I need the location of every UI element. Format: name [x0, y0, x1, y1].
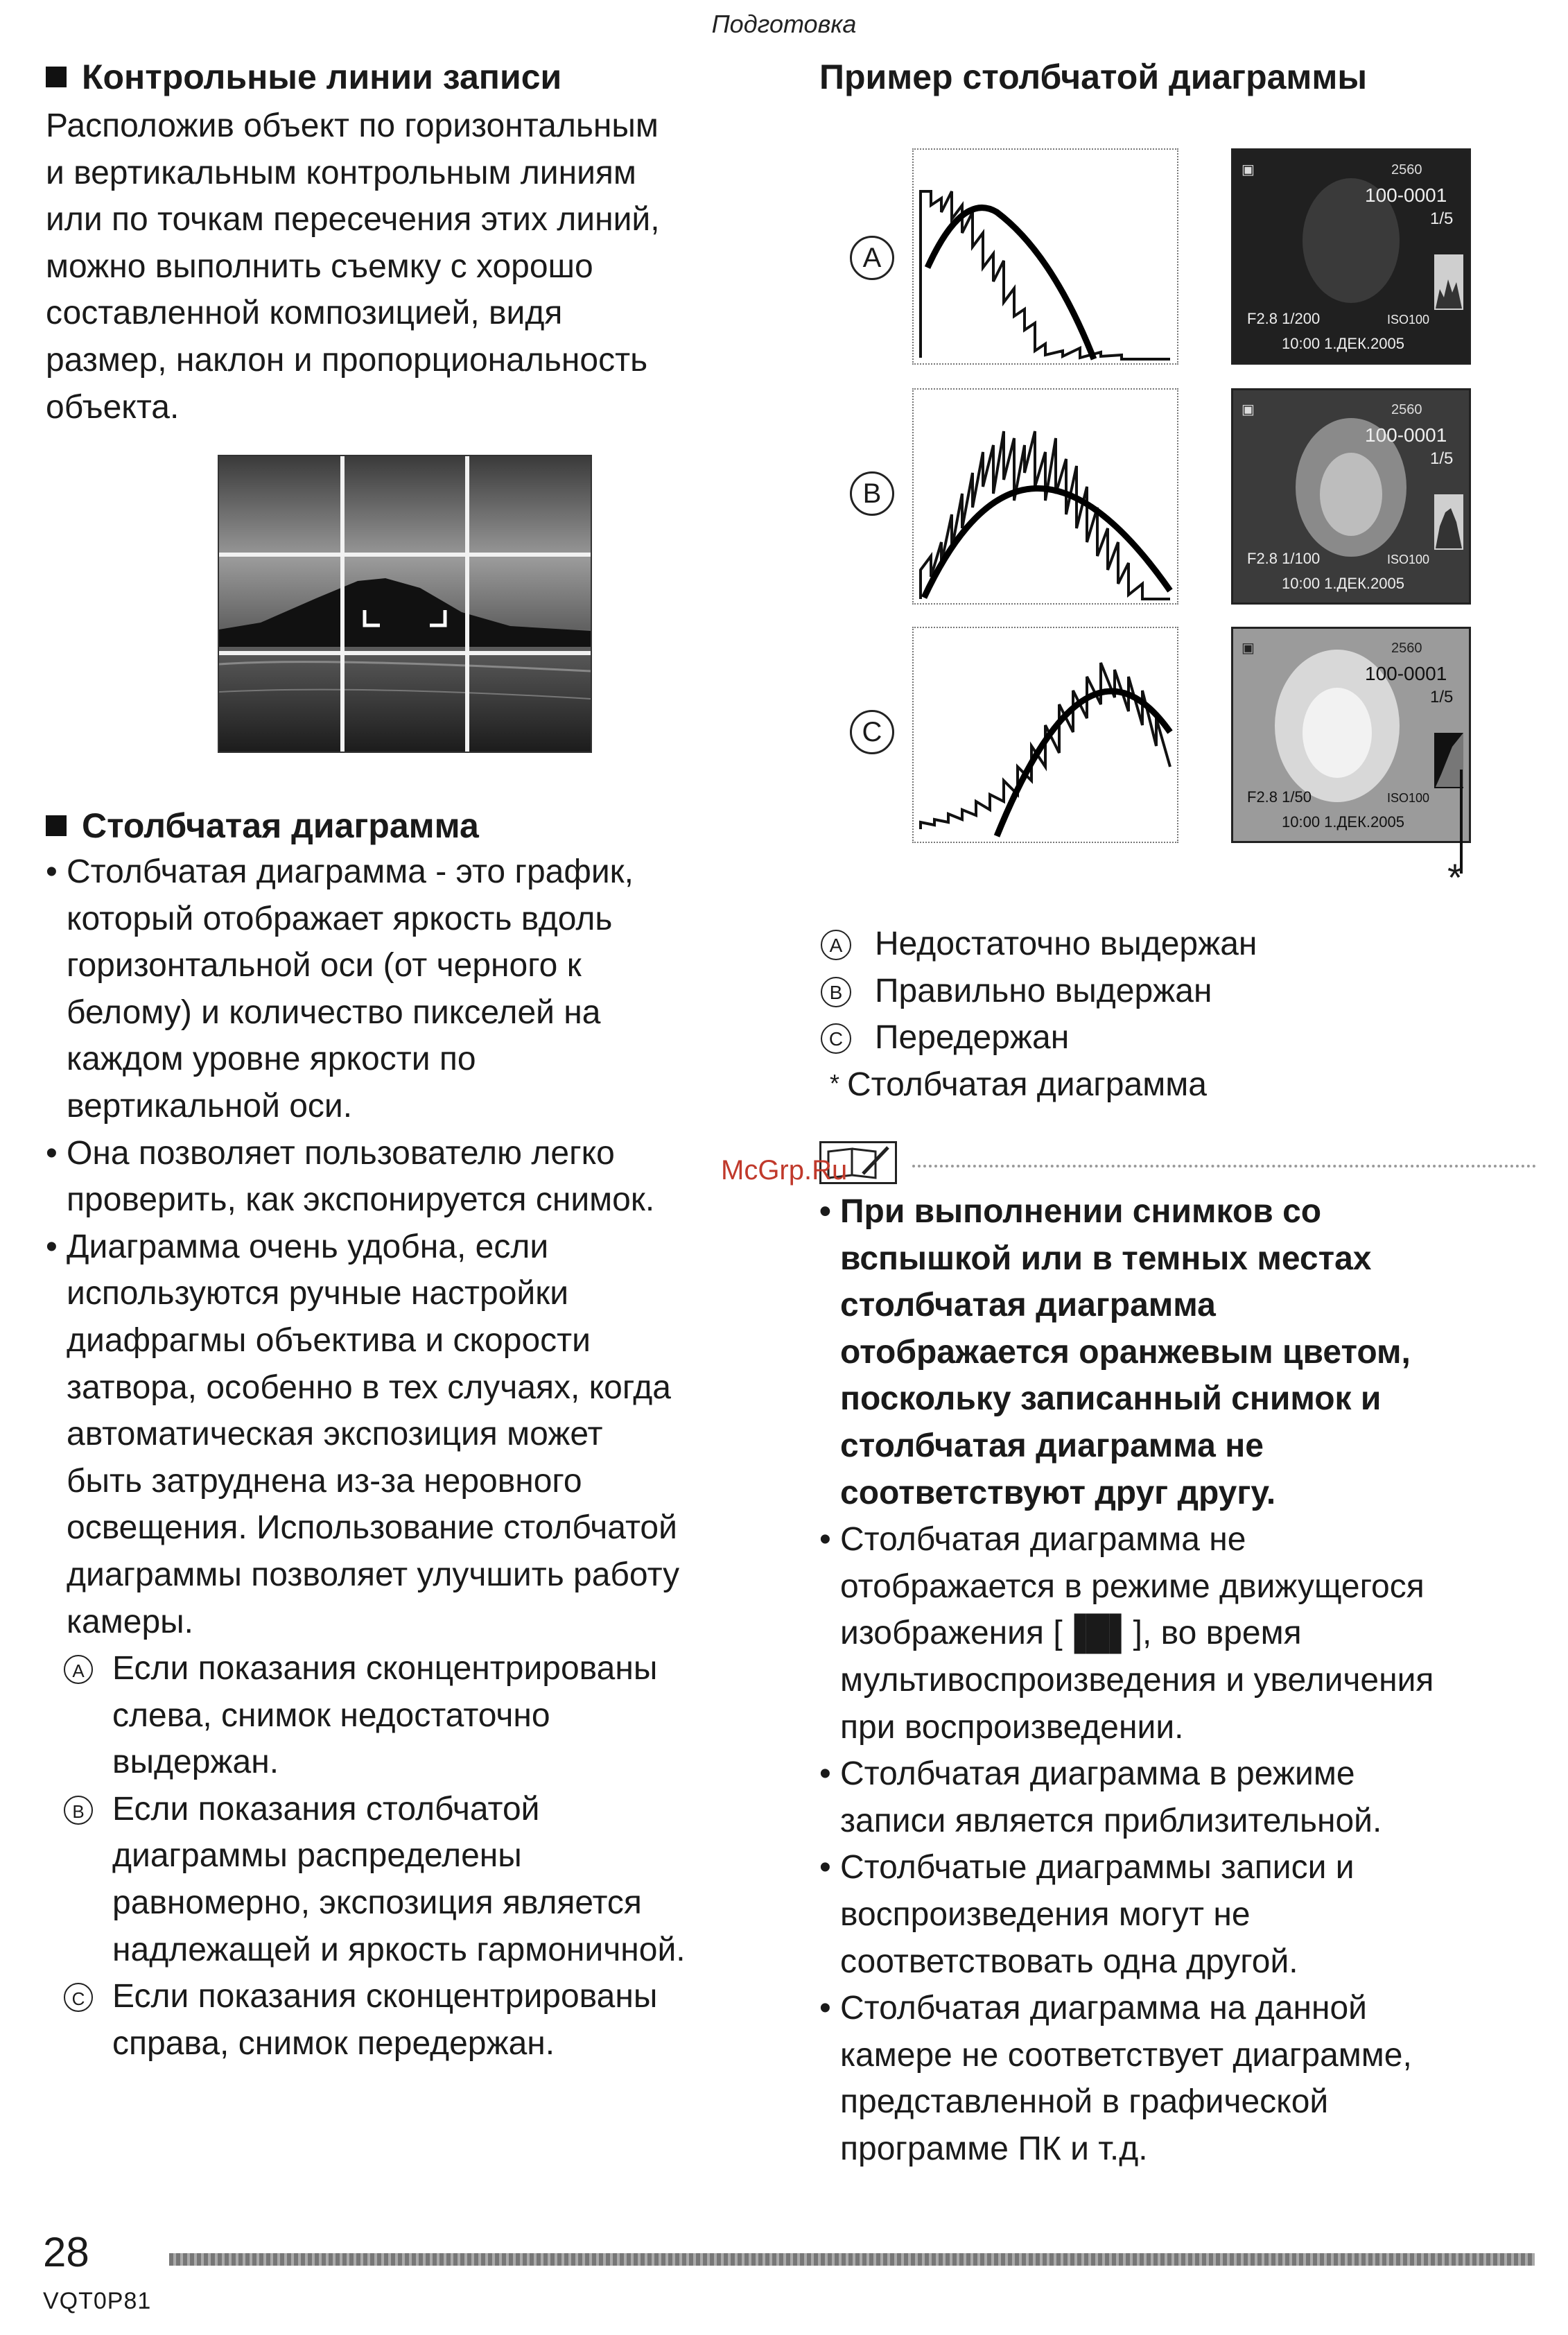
legend-text: Правильно выдержан [875, 972, 1212, 1009]
list-item-line: • Она позволяет пользователю легко [67, 1134, 615, 1172]
note-line: соответствуют друг другу. [840, 1474, 1276, 1511]
exposure-case-line: равномерно, экспозиция является [112, 1884, 642, 1922]
histogram-overexposed [912, 627, 1178, 843]
list-item-line: проверить, как экспонируется снимок. [67, 1181, 655, 1219]
note-line: соответствовать одна другой. [840, 1943, 1298, 1980]
note-line: • Столбчатая диаграмма не [840, 1521, 1246, 1559]
list-item-line: каждом уровне яркости по [67, 1041, 476, 1078]
histogram-description-list [46, 849, 767, 2067]
exposure-case-item [46, 1973, 767, 2067]
svg-text:▣: ▣ [1242, 641, 1255, 656]
note-item [819, 1751, 1554, 1844]
list-item-line: используются ручные настройки [67, 1275, 569, 1312]
legend-marker-icon: * [829, 1068, 839, 1097]
list-item-line: который отображает яркость вдоль [67, 900, 613, 937]
note-line: • Столбчатая диаграмма на данной [840, 1990, 1367, 2027]
legend-marker-icon: C [821, 1023, 851, 1054]
flash-warning-note [819, 1188, 1554, 1516]
asterisk-marker: * [1447, 856, 1463, 899]
exposure-case-line: Если показания сконцентрированы [112, 1650, 658, 1687]
page-header: Подготовка [711, 10, 857, 38]
note-line: программе ПК и т.д. [840, 2130, 1148, 2167]
list-item [46, 1224, 767, 1645]
watermark: McGrp.Ru [721, 1155, 848, 1186]
guide-lines-paragraph [46, 103, 660, 431]
list-item-line: вертикальной оси. [67, 1087, 353, 1125]
histogram-notes-list [819, 1188, 1554, 2172]
guide-lines-heading: Контрольные линии записи [46, 55, 561, 98]
histogram-heading: Столбчатая диаграмма [46, 804, 479, 847]
guide-paragraph-line: можно выполнить съемку с хорошо [46, 248, 593, 285]
document-code: VQT0P81 [43, 2288, 152, 2314]
guide-paragraph-line: составленной композицией, видя [46, 295, 563, 332]
svg-text:2560: 2560 [1391, 402, 1422, 417]
note-line: отображается оранжевым цветом, [840, 1333, 1411, 1371]
histogram-example-heading: Пример столбчатой диаграммы [819, 58, 1368, 96]
note-line: вспышкой или в темных местах [840, 1240, 1372, 1277]
note-line: камере не соответствует диаграмме, [840, 2036, 1412, 2074]
exposure-case-line: слева, снимок недостаточно [112, 1696, 550, 1734]
square-bullet-icon [46, 67, 67, 87]
note-line: поскольку записанный снимок и [840, 1380, 1382, 1418]
svg-text:ISO100: ISO100 [1387, 553, 1430, 566]
exposure-case-line: выдержан. [112, 1744, 279, 1781]
note-divider [912, 1165, 1536, 1168]
note-line: при воспроизведении. [840, 1708, 1184, 1746]
svg-text:2560: 2560 [1391, 641, 1422, 656]
circled-letter-icon: A [64, 1655, 93, 1684]
note-line: мультивоспроизведения и увеличения [840, 1661, 1434, 1699]
exposure-case-line: Если показания столбчатой [112, 1790, 540, 1828]
note-line: отображается в режиме движущегося [840, 1568, 1425, 1605]
circled-letter-icon: C [64, 1983, 93, 2012]
note-line: • При выполнении снимков со [840, 1193, 1322, 1230]
svg-text:F2.8 1/200: F2.8 1/200 [1247, 310, 1321, 327]
svg-text:10:00 1.ДЕК.2005: 10:00 1.ДЕК.2005 [1282, 813, 1404, 831]
svg-text:▣: ▣ [1242, 402, 1255, 417]
svg-text:2560: 2560 [1391, 162, 1422, 177]
row-b-label: B [850, 471, 894, 516]
svg-text:1/5: 1/5 [1430, 449, 1454, 468]
camera-screen-correct [1231, 388, 1471, 605]
note-line: • Столбчатая диаграмма в режиме [840, 1755, 1355, 1793]
svg-text:1/5: 1/5 [1430, 209, 1454, 228]
guide-paragraph-line: размер, наклон и пропорциональность [46, 341, 648, 379]
svg-text:ISO100: ISO100 [1387, 791, 1430, 805]
note-line: записи является приблизительной. [840, 1802, 1382, 1839]
legend-item [819, 1061, 1257, 1109]
list-item-line: камеры. [67, 1603, 193, 1640]
note-line: • Столбчатые диаграммы записи и [840, 1849, 1354, 1886]
guide-paragraph-line: или по точкам пересечения этих линий, [46, 201, 660, 238]
legend-marker-icon: B [821, 977, 851, 1007]
list-item-line: диафрагмы объектива и скорости [67, 1321, 591, 1359]
list-item-line: освещения. Использование столбчатой [67, 1509, 677, 1547]
legend-item [819, 1014, 1257, 1061]
list-item-line: затвора, особенно в тех случаях, когда [67, 1369, 671, 1406]
list-item-line: диаграммы позволяет улучшить работу [67, 1556, 680, 1593]
legend-marker-icon: A [821, 930, 851, 960]
legend-item [819, 921, 1257, 968]
legend-text: Передержан [875, 1019, 1070, 1057]
svg-text:F2.8 1/100: F2.8 1/100 [1247, 550, 1321, 567]
histogram-legend [819, 921, 1257, 1108]
note-line: изображения [▐█▌], во время [840, 1615, 1302, 1652]
guide-paragraph-line: объекта. [46, 388, 180, 426]
list-item-line: • Столбчатая диаграмма - это график, [67, 853, 634, 890]
list-item-line: белому) и количество пикселей на [67, 993, 601, 1031]
list-item [46, 1130, 767, 1224]
svg-text:10:00 1.ДЕК.2005: 10:00 1.ДЕК.2005 [1282, 335, 1404, 352]
list-item-line: быть затруднена из-за неровного [67, 1462, 582, 1500]
note-line: представленной в графической [840, 2083, 1329, 2121]
landscape-grid-image [219, 456, 591, 752]
exposure-case-line: Если показания сконцентрированы [112, 1978, 658, 2015]
list-item-line: • Диаграмма очень удобна, если [67, 1228, 549, 1265]
svg-text:100-0001: 100-0001 [1365, 663, 1447, 684]
svg-text:ISO100: ISO100 [1387, 313, 1430, 327]
footer-bar [169, 2253, 1535, 2266]
svg-text:1/5: 1/5 [1430, 688, 1454, 706]
svg-text:10:00 1.ДЕК.2005: 10:00 1.ДЕК.2005 [1282, 575, 1404, 592]
histogram-underexposed [912, 148, 1178, 365]
guide-lines-photo [218, 455, 592, 753]
list-item-line: автоматическая экспозиция может [67, 1416, 603, 1453]
note-line: столбчатая диаграмма не [840, 1427, 1264, 1464]
histogram-correct [912, 388, 1178, 605]
list-item-line: горизонтальной оси (от черного к [67, 947, 582, 984]
svg-text:F2.8 1/50: F2.8 1/50 [1247, 788, 1312, 806]
note-item [819, 1844, 1554, 1985]
note-item [819, 1985, 1554, 2172]
circled-letter-icon: B [64, 1796, 93, 1825]
svg-text:100-0001: 100-0001 [1365, 184, 1447, 206]
page-number: 28 [43, 2229, 89, 2275]
camera-screen-overexposed [1231, 627, 1471, 843]
square-bullet-icon [46, 815, 67, 836]
legend-text: Недостаточно выдержан [875, 926, 1257, 962]
exposure-case-line: справа, снимок передержан. [112, 2024, 555, 2062]
exposure-case-item [46, 1645, 767, 1786]
exposure-case-item [46, 1786, 767, 1973]
row-c-label: C [850, 710, 894, 754]
list-item [46, 849, 767, 1130]
svg-text:▣: ▣ [1242, 162, 1255, 177]
guide-paragraph-line: и вертикальным контрольным линиям [46, 154, 636, 191]
guide-paragraph-line: Расположив объект по горизонтальным [46, 107, 659, 144]
note-item [819, 1516, 1554, 1751]
note-line: столбчатая диаграмма [840, 1287, 1216, 1324]
svg-text:100-0001: 100-0001 [1365, 424, 1447, 446]
legend-item [819, 968, 1257, 1015]
legend-text: Столбчатая диаграмма [847, 1066, 1207, 1103]
note-line: воспроизведения могут не [840, 1895, 1251, 1933]
camera-screen-underexposed [1231, 148, 1471, 365]
row-a-label: A [850, 236, 894, 280]
exposure-case-line: диаграммы распределены [112, 1837, 522, 1875]
exposure-case-line: надлежащей и яркость гармоничной. [112, 1931, 686, 1968]
